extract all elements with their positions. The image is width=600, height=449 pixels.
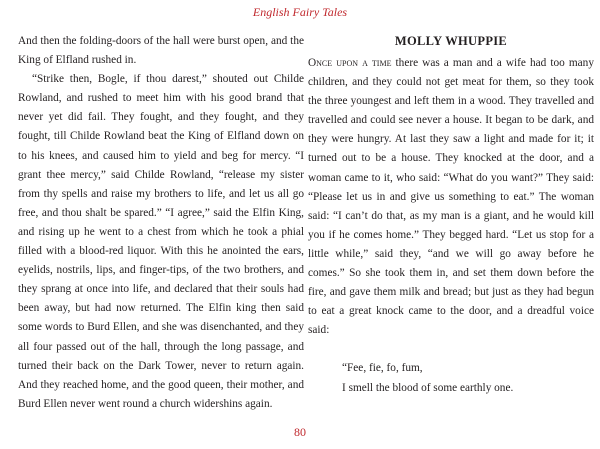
left-column bbox=[18, 32, 304, 414]
verse-line: “Fee, fie, fo, fum, bbox=[342, 362, 423, 375]
opening-smallcaps: Once upon a time bbox=[308, 57, 392, 69]
verse bbox=[308, 359, 594, 398]
story-title: MOLLY WHUPPIE bbox=[394, 34, 508, 48]
paragraph bbox=[308, 54, 594, 340]
paragraph: And then the folding-doors of the hall were burst open, and the King of Elfland rushed in. bbox=[18, 35, 304, 67]
page-number: 80 bbox=[294, 425, 306, 439]
verse-line: I smell the blood of some earthly one. bbox=[342, 381, 514, 394]
paragraph-text: there was a man and a wife had too many children, and they could not get meat for them, so they took the three youngest and left them in a wood. They travelled and travelled and could see never a house. It began to be dark, and they were hungry. At last they saw a light and made for it; it turned out to be a house. They knocked at the door, and a woman came to it, who said: “What do you want?” They said: “Please let us in and give us something to eat.” The woman said: “I can’t do that, as my man is a giant, and he would kill you if he comes home.” They begged hard. “Let us stop for a little while,” said they, “and we will go away before he comes.” So she took them in, and set them down before the fire, and gave them milk and bread; but just as they had begun to eat a great knock came to the door, and a dreadful voice said: bbox=[308, 57, 594, 337]
running-head: English Fairy Tales bbox=[252, 5, 348, 19]
paragraph: “Strike then, Bogle, if thou darest,” shouted out Childe Rowland, and rushed to meet him with his good brand that never yet did fail. They fought, and they fought, and they fought, till Childe Rowland beat the King of Elfland down on to his knees, and caused him to yield and beg for mercy. “I grant thee mercy,” said Childe Rowland, “release my sister from thy spells and raise my brothers to life, and let us all go free, and thou shalt be spared.” “I agree,” said the Elfin King, and rising up he went to a chest from which he took a phial filled with a blood-red liquor. With this he anointed the ears, eyelids, nostrils, lips, and finger-tips, of the two brothers, and they sprang at once into life, and declared that their souls had been away, but had now returned. The Elfin king then said some words to Burd Ellen, and she was disenchanted, and they all four passed out of the hall, through the long passage, and turned their back on the Dark Tower, never to return again. And they reached home, and the good queen, their mother, and Burd Ellen never went round a church widershins again. bbox=[18, 73, 304, 410]
right-column bbox=[308, 32, 594, 398]
